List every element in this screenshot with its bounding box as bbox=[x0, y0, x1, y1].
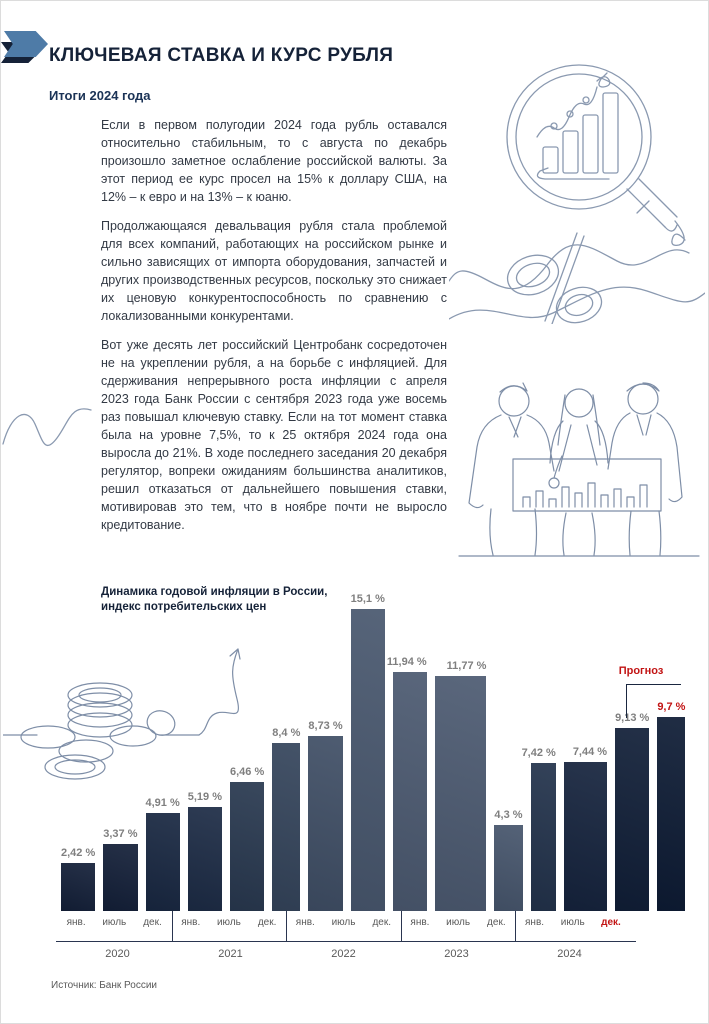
month-label: июль bbox=[331, 917, 356, 928]
month-label: дек. bbox=[601, 917, 621, 928]
year-label: 2023 bbox=[444, 948, 469, 960]
month-label: дек. bbox=[372, 917, 391, 928]
source-note: Источник: Банк России bbox=[51, 980, 158, 991]
bar-value-label: 5,19 % bbox=[187, 791, 222, 803]
bar-slot-июль-2024 bbox=[615, 589, 649, 911]
year-label: 2020 bbox=[105, 948, 130, 960]
month-label: июль bbox=[446, 917, 471, 928]
bar bbox=[272, 743, 300, 911]
bar-value-label: 4,91 % bbox=[145, 797, 180, 809]
month-axis-labels bbox=[61, 917, 626, 928]
bar-value-label: 2,42 % bbox=[61, 847, 96, 859]
bar bbox=[351, 609, 385, 911]
month-label: янв. bbox=[181, 917, 201, 928]
bar-value-label: 9,13 % bbox=[615, 712, 650, 724]
paragraph-ruble-weakening: Если в первом полугодии 2024 года рубль оставался относительно стабильным, то с августа по декабрь произошло заметное ослабление российской валюты. За этот период ее курс просел на 15% к доллару США, на 12% – к евро и на 13% – к юаню. bbox=[101, 118, 447, 204]
bar-value-label: 15,1 % bbox=[350, 593, 385, 605]
bar-slot-июль-2022 bbox=[351, 589, 385, 911]
bar-slot-июль-2023 bbox=[494, 589, 522, 911]
month-label: дек. bbox=[487, 917, 506, 928]
chart-title-line2: индекс потребительских цен bbox=[101, 601, 267, 613]
year-label: 2021 bbox=[218, 948, 243, 960]
month-label: июль bbox=[560, 917, 585, 928]
bar bbox=[230, 782, 264, 911]
bar-slot-янв.-2022 bbox=[308, 589, 342, 911]
bar-value-label: 3,37 % bbox=[103, 828, 138, 840]
bar bbox=[61, 863, 95, 911]
month-label: янв. bbox=[410, 917, 430, 928]
year-separator-tick bbox=[401, 911, 402, 941]
three-people-chart-illustration bbox=[451, 363, 706, 568]
bar bbox=[564, 762, 607, 911]
body-text-column bbox=[101, 116, 447, 545]
bar-slot-июль-2020 bbox=[103, 589, 137, 911]
bar-slot-янв.-2024 bbox=[564, 589, 607, 911]
bar-slot-янв.-2021 bbox=[188, 589, 222, 911]
bar bbox=[188, 807, 222, 911]
page-title: КЛЮЧЕВАЯ СТАВКА И КУРС РУБЛЯ bbox=[49, 44, 394, 66]
bar-slot-дек.-2024 bbox=[657, 589, 685, 911]
year-label: 2022 bbox=[331, 948, 356, 960]
month-label: янв. bbox=[66, 917, 86, 928]
x-axis-line bbox=[56, 941, 636, 942]
bar bbox=[531, 763, 556, 911]
month-label: июль bbox=[216, 917, 241, 928]
bar bbox=[435, 676, 487, 911]
bar-value-label: 11,77 % bbox=[446, 660, 487, 672]
year-label: 2024 bbox=[557, 948, 582, 960]
bar bbox=[308, 736, 342, 911]
bar-value-label: 11,94 % bbox=[386, 656, 427, 668]
bar bbox=[103, 844, 137, 911]
month-label: янв. bbox=[295, 917, 315, 928]
year-separator-tick bbox=[172, 911, 173, 941]
bar-value-label: 8,73 % bbox=[308, 720, 343, 732]
bar-slot-дек.-2023 bbox=[521, 589, 556, 911]
bar-slot-июль-2021 bbox=[230, 589, 264, 911]
paragraph-devaluation-problem: Продолжающаяся девальвация рубля стала проблемой для всех компаний, работающих на российском рынке и сильно зависящих от импорта оборудования, запчастей и других производственных ресурсов, поскольку это снижает их ценовую конкурентоспособность по сравнению с локализованными конкурентами. bbox=[101, 219, 447, 323]
month-label: июль bbox=[102, 917, 127, 928]
year-separator-tick bbox=[286, 911, 287, 941]
bar-slot-дек.-2022 bbox=[386, 589, 427, 911]
bar bbox=[146, 813, 180, 911]
bar-value-label: 7,44 % bbox=[572, 746, 608, 758]
month-label: дек. bbox=[143, 917, 162, 928]
month-label: янв. bbox=[525, 917, 545, 928]
bar bbox=[393, 672, 427, 911]
section-heading: Итоги 2024 года bbox=[49, 88, 151, 103]
bar-value-label: 8,4 % bbox=[272, 727, 301, 739]
year-axis-labels bbox=[61, 948, 626, 960]
wavy-line-illustration bbox=[1, 386, 93, 458]
forecast-label: Прогноз bbox=[618, 665, 664, 677]
bar bbox=[657, 717, 685, 911]
paragraph-central-bank-policy: Вот уже десять лет российский Центробанк сосредоточен не на укреплении рубля, а на борьбе с инфляцией. Для сдерживания непрерывного роста инфляции с апреля 2023 года Банк России с сентября 2023 года уже восемь раз повышал ключевую ставку. Если на тот момент ставка была на уровне 7,5%, то к 25 октября 2024 года она выросла до 21%. В ходе последнего заседания 20 декабря регулятор, вопреки ожиданиям большинства аналитиков, решил отказаться от дальнейшего повышения ставки, мотивировав это тем, что в ноябре почти не выросло кредитование. bbox=[101, 338, 447, 532]
bar-slot-янв.-2023 bbox=[435, 589, 487, 911]
bar-value-label: 7,42 % bbox=[521, 747, 556, 759]
chart-title-line1: Динамика годовой инфляции в России, bbox=[101, 586, 328, 598]
month-label: дек. bbox=[257, 917, 277, 928]
bar bbox=[615, 728, 649, 911]
bar-slot-дек.-2021 bbox=[272, 589, 300, 911]
bar-slot-дек.-2020 bbox=[146, 589, 180, 911]
bar bbox=[494, 825, 522, 911]
bar-value-label: 6,46 % bbox=[230, 766, 265, 778]
forecast-bracket-line bbox=[626, 684, 681, 718]
bar-value-label: 4,3 % bbox=[494, 809, 523, 821]
year-separator-tick bbox=[515, 911, 516, 941]
magnifier-chart-percent-illustration bbox=[449, 29, 705, 324]
bar-value-label: 9,7 % bbox=[657, 701, 686, 713]
bar-slot-янв.-2020 bbox=[61, 589, 95, 911]
